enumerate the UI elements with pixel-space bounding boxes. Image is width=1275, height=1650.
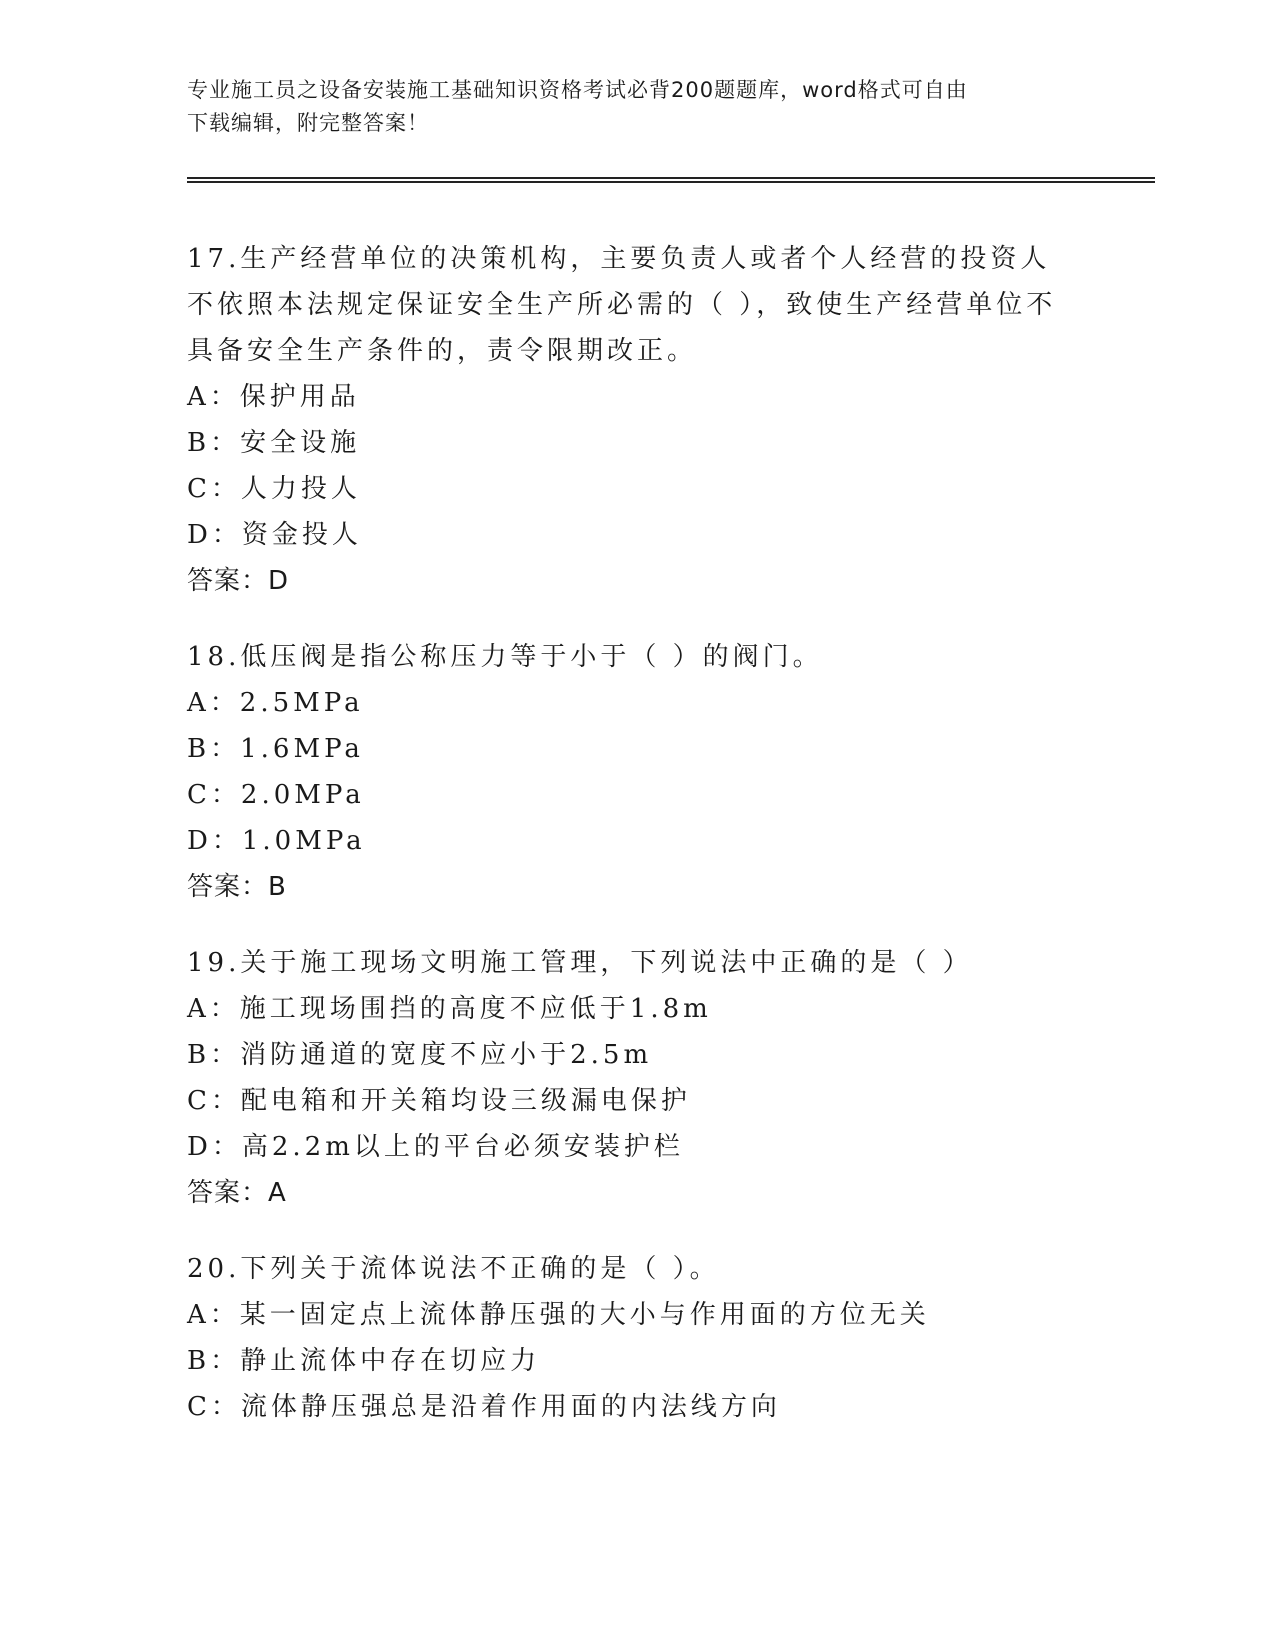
question-stem: 17.生产经营单位的决策机构，主要负责人或者个人经营的投资人不依照本法规定保证安全生产所必需的（ ），致使生产经营单位不具备安全生产条件的，责令限期改正。 [187, 244, 1057, 366]
option-key: C [187, 1086, 211, 1116]
option-key: B [187, 1346, 211, 1376]
option-d: D：高2.2m以上的平台必须安装护栏 [187, 1132, 684, 1162]
answer-line: 答案：A [187, 1178, 287, 1208]
option-a: A：2.5MPa [187, 688, 364, 718]
option-a: A：某一固定点上流体静压强的大小与作用面的方位无关 [187, 1300, 930, 1330]
option-key: A [187, 994, 210, 1024]
option-text: 消防通道的宽度不应小于2.5m [240, 1040, 653, 1070]
option-d: D：资金投人 [187, 520, 362, 550]
option-text: 配电箱和开关箱均设三级漏电保护 [240, 1086, 691, 1116]
option-key: D [187, 520, 212, 550]
option-key: D [187, 826, 212, 856]
option-text: 安全设施 [240, 428, 361, 458]
option-c: C：人力投人 [187, 474, 361, 504]
option-key: B [187, 428, 211, 458]
header-title-line-2: 下载编辑，附完整答案！ [187, 111, 429, 135]
option-a: A：保护用品 [187, 382, 360, 412]
option-key: C [187, 474, 211, 504]
header-title-line-1: 专业施工员之设备安装施工基础知识资格考试必背200题题库，word格式可自由 [187, 78, 968, 102]
option-key: A [187, 382, 210, 412]
option-key: D [187, 1132, 212, 1162]
option-text: 1.6MPa [240, 734, 364, 764]
option-text: 2.5MPa [239, 688, 364, 718]
option-text: 某一固定点上流体静压强的大小与作用面的方位无关 [239, 1300, 930, 1330]
option-text: 资金投人 [241, 520, 362, 550]
question-18 [187, 634, 1087, 910]
question-17 [187, 236, 1087, 604]
option-text: 保护用品 [239, 382, 360, 412]
answer-line: 答案：B [187, 872, 287, 902]
option-c: C：配电箱和开关箱均设三级漏电保护 [187, 1086, 691, 1116]
option-b: B：1.6MPa [187, 734, 364, 764]
option-text: 施工现场围挡的高度不应低于1.8m [239, 994, 712, 1024]
option-key: C [187, 780, 211, 810]
option-a: A：施工现场围挡的高度不应低于1.8m [187, 994, 712, 1024]
option-b: B：静止流体中存在切应力 [187, 1346, 541, 1376]
option-c: C：2.0MPa [187, 780, 365, 810]
option-key: A [187, 1300, 210, 1330]
question-stem: 18.低压阀是指公称压力等于小于（ ）的阀门。 [187, 642, 823, 672]
document-header [187, 74, 1087, 140]
option-c: C：流体静压强总是沿着作用面的内法线方向 [187, 1392, 781, 1422]
question-stem: 19.关于施工现场文明施工管理，下列说法中正确的是（ ） [187, 948, 973, 978]
option-key: B [187, 1040, 211, 1070]
option-key: C [187, 1392, 211, 1422]
option-b: B：消防通道的宽度不应小于2.5m [187, 1040, 653, 1070]
option-text: 高2.2m以上的平台必须安装护栏 [241, 1132, 684, 1162]
question-19 [187, 940, 1087, 1216]
option-text: 人力投人 [240, 474, 361, 504]
question-20 [187, 1246, 1087, 1430]
option-b: B：安全设施 [187, 428, 361, 458]
option-key: A [187, 688, 210, 718]
header-double-rule [187, 177, 1155, 183]
option-text: 1.0MPa [241, 826, 366, 856]
question-stem: 20.下列关于流体说法不正确的是（ ）。 [187, 1254, 720, 1284]
question-list [187, 236, 1087, 1460]
option-key: B [187, 734, 211, 764]
option-text: 静止流体中存在切应力 [240, 1346, 541, 1376]
option-d: D：1.0MPa [187, 826, 366, 856]
answer-line: 答案：D [187, 566, 290, 596]
option-text: 2.0MPa [240, 780, 365, 810]
option-text: 流体静压强总是沿着作用面的内法线方向 [240, 1392, 781, 1422]
